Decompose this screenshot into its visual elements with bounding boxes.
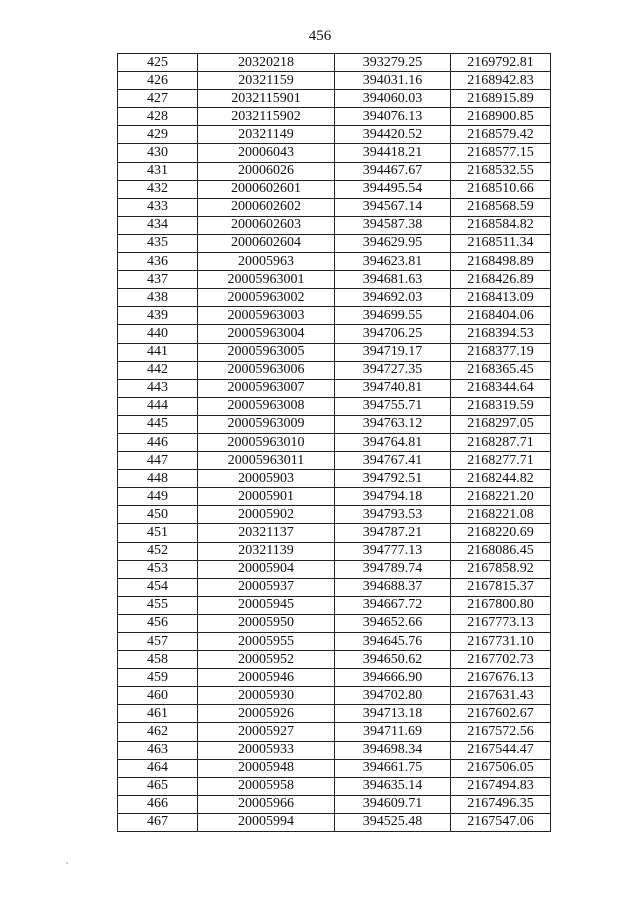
point-id-cell: 20005963005 xyxy=(198,343,335,361)
y-coordinate-cell: 2168942.83 xyxy=(451,72,551,90)
table-row xyxy=(118,126,551,144)
point-id-cell: 20005963002 xyxy=(198,289,335,307)
y-coordinate-cell: 2168086.45 xyxy=(451,542,551,560)
y-coordinate-cell: 2168426.89 xyxy=(451,271,551,289)
row-index-cell: 427 xyxy=(118,90,198,108)
row-index-cell: 445 xyxy=(118,415,198,433)
point-id-cell: 20005933 xyxy=(198,741,335,759)
x-coordinate-cell: 394792.51 xyxy=(335,470,451,488)
point-id-cell: 2000602602 xyxy=(198,198,335,216)
row-index-cell: 429 xyxy=(118,126,198,144)
row-index-cell: 452 xyxy=(118,542,198,560)
table-row xyxy=(118,560,551,578)
x-coordinate-cell: 394661.75 xyxy=(335,759,451,777)
point-id-cell: 20005963007 xyxy=(198,379,335,397)
point-id-cell: 2000602601 xyxy=(198,180,335,198)
row-index-cell: 448 xyxy=(118,470,198,488)
x-coordinate-cell: 394777.13 xyxy=(335,542,451,560)
table-row xyxy=(118,506,551,524)
row-index-cell: 454 xyxy=(118,578,198,596)
x-coordinate-cell: 394060.03 xyxy=(335,90,451,108)
table-row xyxy=(118,433,551,451)
page-number: 456 xyxy=(308,28,332,44)
y-coordinate-cell: 2168221.20 xyxy=(451,488,551,506)
table-row xyxy=(118,470,551,488)
point-id-cell: 20005948 xyxy=(198,759,335,777)
x-coordinate-cell: 394698.34 xyxy=(335,741,451,759)
row-index-cell: 436 xyxy=(118,253,198,271)
x-coordinate-cell: 394495.54 xyxy=(335,180,451,198)
y-coordinate-cell: 2168498.89 xyxy=(451,253,551,271)
x-coordinate-cell: 394418.21 xyxy=(335,144,451,162)
y-coordinate-cell: 2168297.05 xyxy=(451,415,551,433)
point-id-cell: 2032115902 xyxy=(198,108,335,126)
row-index-cell: 430 xyxy=(118,144,198,162)
x-coordinate-cell: 394609.71 xyxy=(335,795,451,813)
point-id-cell: 20005937 xyxy=(198,578,335,596)
y-coordinate-cell: 2168511.34 xyxy=(451,234,551,252)
point-id-cell: 20005955 xyxy=(198,633,335,651)
table-row xyxy=(118,162,551,180)
row-index-cell: 457 xyxy=(118,633,198,651)
x-coordinate-cell: 394755.71 xyxy=(335,397,451,415)
point-id-cell: 20005963006 xyxy=(198,361,335,379)
row-index-cell: 461 xyxy=(118,705,198,723)
y-coordinate-cell: 2167773.13 xyxy=(451,614,551,632)
scan-artifact-dot xyxy=(66,862,68,864)
table-row xyxy=(118,289,551,307)
table-row xyxy=(118,777,551,795)
x-coordinate-cell: 394794.18 xyxy=(335,488,451,506)
row-index-cell: 464 xyxy=(118,759,198,777)
point-id-cell: 20006026 xyxy=(198,162,335,180)
row-index-cell: 467 xyxy=(118,813,198,831)
point-id-cell: 20005926 xyxy=(198,705,335,723)
point-id-cell: 20005963 xyxy=(198,253,335,271)
table-row xyxy=(118,307,551,325)
table-row xyxy=(118,633,551,651)
point-id-cell: 2000602604 xyxy=(198,234,335,252)
point-id-cell: 20005903 xyxy=(198,470,335,488)
table-row xyxy=(118,54,551,72)
y-coordinate-cell: 2168413.09 xyxy=(451,289,551,307)
row-index-cell: 437 xyxy=(118,271,198,289)
y-coordinate-cell: 2168344.64 xyxy=(451,379,551,397)
table-row xyxy=(118,578,551,596)
x-coordinate-cell: 394713.18 xyxy=(335,705,451,723)
x-coordinate-cell: 394076.13 xyxy=(335,108,451,126)
y-coordinate-cell: 2167815.37 xyxy=(451,578,551,596)
table-row xyxy=(118,325,551,343)
table-row xyxy=(118,669,551,687)
y-coordinate-cell: 2168577.15 xyxy=(451,144,551,162)
row-index-cell: 453 xyxy=(118,560,198,578)
table-row xyxy=(118,108,551,126)
x-coordinate-cell: 394681.63 xyxy=(335,271,451,289)
y-coordinate-cell: 2167572.56 xyxy=(451,723,551,741)
y-coordinate-cell: 2167547.06 xyxy=(451,813,551,831)
point-id-cell: 20005963004 xyxy=(198,325,335,343)
table-row xyxy=(118,379,551,397)
point-id-cell: 20005945 xyxy=(198,596,335,614)
x-coordinate-cell: 394789.74 xyxy=(335,560,451,578)
table-row xyxy=(118,651,551,669)
point-id-cell: 20005927 xyxy=(198,723,335,741)
table-row xyxy=(118,180,551,198)
y-coordinate-cell: 2168900.85 xyxy=(451,108,551,126)
x-coordinate-cell: 394692.03 xyxy=(335,289,451,307)
x-coordinate-cell: 394711.69 xyxy=(335,723,451,741)
table-row xyxy=(118,253,551,271)
point-id-cell: 20005958 xyxy=(198,777,335,795)
point-id-cell: 20005963010 xyxy=(198,433,335,451)
x-coordinate-cell: 394031.16 xyxy=(335,72,451,90)
y-coordinate-cell: 2168568.59 xyxy=(451,198,551,216)
row-index-cell: 435 xyxy=(118,234,198,252)
x-coordinate-cell: 394727.35 xyxy=(335,361,451,379)
point-id-cell: 20005904 xyxy=(198,560,335,578)
point-id-cell: 20321159 xyxy=(198,72,335,90)
row-index-cell: 465 xyxy=(118,777,198,795)
point-id-cell: 20005930 xyxy=(198,687,335,705)
y-coordinate-cell: 2168377.19 xyxy=(451,343,551,361)
point-id-cell: 20005966 xyxy=(198,795,335,813)
row-index-cell: 442 xyxy=(118,361,198,379)
y-coordinate-cell: 2167676.13 xyxy=(451,669,551,687)
x-coordinate-cell: 394699.55 xyxy=(335,307,451,325)
row-index-cell: 456 xyxy=(118,614,198,632)
point-id-cell: 20005963011 xyxy=(198,452,335,470)
point-id-cell: 20005963008 xyxy=(198,397,335,415)
table-row xyxy=(118,795,551,813)
coordinates-table xyxy=(117,53,551,832)
point-id-cell: 20320218 xyxy=(198,54,335,72)
point-id-cell: 20005946 xyxy=(198,669,335,687)
table-row xyxy=(118,542,551,560)
row-index-cell: 458 xyxy=(118,651,198,669)
y-coordinate-cell: 2167602.67 xyxy=(451,705,551,723)
y-coordinate-cell: 2169792.81 xyxy=(451,54,551,72)
point-id-cell: 20005963001 xyxy=(198,271,335,289)
table-row xyxy=(118,343,551,361)
x-coordinate-cell: 394666.90 xyxy=(335,669,451,687)
y-coordinate-cell: 2167506.05 xyxy=(451,759,551,777)
x-coordinate-cell: 394667.72 xyxy=(335,596,451,614)
y-coordinate-cell: 2167858.92 xyxy=(451,560,551,578)
x-coordinate-cell: 394635.14 xyxy=(335,777,451,795)
table-row xyxy=(118,144,551,162)
point-id-cell: 20005963009 xyxy=(198,415,335,433)
row-index-cell: 460 xyxy=(118,687,198,705)
row-index-cell: 439 xyxy=(118,307,198,325)
x-coordinate-cell: 394587.38 xyxy=(335,216,451,234)
point-id-cell: 20005950 xyxy=(198,614,335,632)
row-index-cell: 447 xyxy=(118,452,198,470)
table-row xyxy=(118,813,551,831)
table-row xyxy=(118,452,551,470)
row-index-cell: 451 xyxy=(118,524,198,542)
x-coordinate-cell: 394787.21 xyxy=(335,524,451,542)
y-coordinate-cell: 2168277.71 xyxy=(451,452,551,470)
x-coordinate-cell: 394650.62 xyxy=(335,651,451,669)
table-row xyxy=(118,397,551,415)
row-index-cell: 440 xyxy=(118,325,198,343)
y-coordinate-cell: 2168244.82 xyxy=(451,470,551,488)
x-coordinate-cell: 394764.81 xyxy=(335,433,451,451)
row-index-cell: 455 xyxy=(118,596,198,614)
row-index-cell: 426 xyxy=(118,72,198,90)
y-coordinate-cell: 2167631.43 xyxy=(451,687,551,705)
y-coordinate-cell: 2167494.83 xyxy=(451,777,551,795)
table-row xyxy=(118,72,551,90)
point-id-cell: 20006043 xyxy=(198,144,335,162)
row-index-cell: 432 xyxy=(118,180,198,198)
point-id-cell: 20321149 xyxy=(198,126,335,144)
row-index-cell: 444 xyxy=(118,397,198,415)
table-row xyxy=(118,524,551,542)
y-coordinate-cell: 2168319.59 xyxy=(451,397,551,415)
row-index-cell: 459 xyxy=(118,669,198,687)
row-index-cell: 443 xyxy=(118,379,198,397)
table-row xyxy=(118,596,551,614)
row-index-cell: 441 xyxy=(118,343,198,361)
point-id-cell: 20005994 xyxy=(198,813,335,831)
x-coordinate-cell: 394688.37 xyxy=(335,578,451,596)
y-coordinate-cell: 2168220.69 xyxy=(451,524,551,542)
table-row xyxy=(118,705,551,723)
table-row xyxy=(118,361,551,379)
point-id-cell: 2032115901 xyxy=(198,90,335,108)
row-index-cell: 450 xyxy=(118,506,198,524)
y-coordinate-cell: 2167544.47 xyxy=(451,741,551,759)
y-coordinate-cell: 2168579.42 xyxy=(451,126,551,144)
point-id-cell: 2000602603 xyxy=(198,216,335,234)
x-coordinate-cell: 394420.52 xyxy=(335,126,451,144)
x-coordinate-cell: 394767.41 xyxy=(335,452,451,470)
row-index-cell: 425 xyxy=(118,54,198,72)
y-coordinate-cell: 2168394.53 xyxy=(451,325,551,343)
y-coordinate-cell: 2168584.82 xyxy=(451,216,551,234)
x-coordinate-cell: 394793.53 xyxy=(335,506,451,524)
table-row xyxy=(118,90,551,108)
x-coordinate-cell: 394740.81 xyxy=(335,379,451,397)
x-coordinate-cell: 394652.66 xyxy=(335,614,451,632)
x-coordinate-cell: 394645.76 xyxy=(335,633,451,651)
row-index-cell: 431 xyxy=(118,162,198,180)
y-coordinate-cell: 2168510.66 xyxy=(451,180,551,198)
x-coordinate-cell: 394719.17 xyxy=(335,343,451,361)
table-row xyxy=(118,488,551,506)
point-id-cell: 20321139 xyxy=(198,542,335,560)
row-index-cell: 434 xyxy=(118,216,198,234)
x-coordinate-cell: 393279.25 xyxy=(335,54,451,72)
y-coordinate-cell: 2168404.06 xyxy=(451,307,551,325)
table-row xyxy=(118,271,551,289)
table-row xyxy=(118,614,551,632)
table-row xyxy=(118,723,551,741)
x-coordinate-cell: 394623.81 xyxy=(335,253,451,271)
x-coordinate-cell: 394763.12 xyxy=(335,415,451,433)
x-coordinate-cell: 394467.67 xyxy=(335,162,451,180)
x-coordinate-cell: 394567.14 xyxy=(335,198,451,216)
y-coordinate-cell: 2167702.73 xyxy=(451,651,551,669)
y-coordinate-cell: 2167800.80 xyxy=(451,596,551,614)
x-coordinate-cell: 394629.95 xyxy=(335,234,451,252)
coordinates-table-body xyxy=(118,54,551,832)
y-coordinate-cell: 2168915.89 xyxy=(451,90,551,108)
row-index-cell: 446 xyxy=(118,433,198,451)
table-row xyxy=(118,234,551,252)
table-row xyxy=(118,415,551,433)
row-index-cell: 433 xyxy=(118,198,198,216)
point-id-cell: 20005902 xyxy=(198,506,335,524)
table-row xyxy=(118,216,551,234)
row-index-cell: 449 xyxy=(118,488,198,506)
point-id-cell: 20005952 xyxy=(198,651,335,669)
row-index-cell: 463 xyxy=(118,741,198,759)
y-coordinate-cell: 2168532.55 xyxy=(451,162,551,180)
table-row xyxy=(118,687,551,705)
row-index-cell: 428 xyxy=(118,108,198,126)
row-index-cell: 462 xyxy=(118,723,198,741)
row-index-cell: 438 xyxy=(118,289,198,307)
table-row xyxy=(118,198,551,216)
x-coordinate-cell: 394702.80 xyxy=(335,687,451,705)
row-index-cell: 466 xyxy=(118,795,198,813)
point-id-cell: 20005963003 xyxy=(198,307,335,325)
y-coordinate-cell: 2167731.10 xyxy=(451,633,551,651)
y-coordinate-cell: 2168287.71 xyxy=(451,433,551,451)
y-coordinate-cell: 2168365.45 xyxy=(451,361,551,379)
y-coordinate-cell: 2167496.35 xyxy=(451,795,551,813)
table-row xyxy=(118,741,551,759)
point-id-cell: 20005901 xyxy=(198,488,335,506)
point-id-cell: 20321137 xyxy=(198,524,335,542)
x-coordinate-cell: 394525.48 xyxy=(335,813,451,831)
x-coordinate-cell: 394706.25 xyxy=(335,325,451,343)
table-row xyxy=(118,759,551,777)
y-coordinate-cell: 2168221.08 xyxy=(451,506,551,524)
